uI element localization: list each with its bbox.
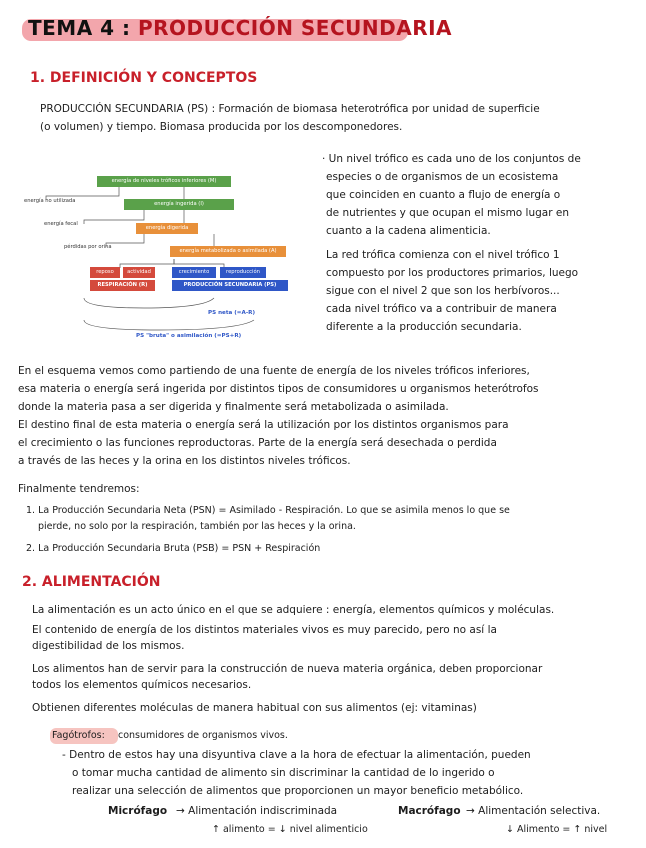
microfago-sub: ↑ alimento = ↓ nivel alimenticio	[212, 824, 368, 835]
explanation-line-6: a través de las heces y la orina en los distintos niveles tróficos.	[18, 455, 351, 467]
box-crecimiento: crecimiento	[172, 267, 216, 278]
alimentacion-line-3: digestibilidad de los mismos.	[32, 640, 185, 652]
box-metabolizada: energía metabolizada o asimilada (A)	[170, 246, 286, 257]
explanation-line-4: El destino final de esta materia o energía será la utilización por los distintos organismos para	[18, 419, 509, 431]
note-line-3: que coinciden en cuanto a flujo de energía o	[326, 189, 561, 201]
title-prefix: TEMA 4 :	[28, 16, 131, 40]
title-main: PRODUCCIÓN SECUNDARIA	[138, 16, 453, 40]
macrofago-sub: ↓ Alimento = ↑ nivel	[506, 824, 608, 835]
explanation-line-3: donde la materia pasa a ser digerida y finalmente será metabolizada o asimilada.	[18, 401, 449, 413]
box-actividad: actividad	[123, 267, 155, 278]
label-no-utilizada: energía no utilizada	[24, 198, 76, 204]
dash-line-2: o tomar mucha cantidad de alimento sin discriminar la cantidad de lo ingerido o	[72, 767, 495, 779]
alimentacion-line-1: La alimentación es un acto único en el que se adquiere : energía, elementos químicos y moléculas.	[32, 604, 555, 616]
note-line-6: La red trófica comienza con el nivel trófico 1	[326, 249, 560, 261]
note-line-2: especies o de organismos de un ecosistema	[326, 171, 559, 183]
item1-line-2: pierde, no solo por la respiración, también por las heces y la orina.	[38, 521, 356, 532]
page-title	[28, 16, 452, 40]
dash-line-1: - Dentro de estos hay una disyuntiva clave a la hora de efectuar la alimentación, pueden	[62, 749, 531, 761]
microfago-desc: → Alimentación indiscriminada	[176, 805, 338, 817]
energy-flow-diagram	[24, 170, 304, 350]
box-digerida: energía digerida	[136, 223, 198, 234]
box-ingerida: energía ingerida (I)	[124, 199, 234, 210]
label-orina: pérdidas por orina	[64, 244, 112, 250]
note-line-5: cuanto a la cadena alimenticia.	[326, 225, 491, 237]
explanation-line-5: el crecimiento o las funciones reproductoras. Parte de la energía será desechada o perdida	[18, 437, 497, 449]
note-line-7: compuesto por los productores primarios, luego	[326, 267, 579, 279]
section2-heading: 2. ALIMENTACIÓN	[22, 574, 161, 590]
fagotrofos-text: consumidores de organismos vivos.	[118, 730, 288, 741]
box-respiracion: RESPIRACIÓN (R)	[90, 280, 155, 291]
alimentacion-line-6: Obtienen diferentes moléculas de manera habitual con sus alimentos (ej: vitaminas)	[32, 702, 477, 714]
macrofago-desc: → Alimentación selectiva.	[466, 805, 601, 817]
explanation-line-2: esa materia o energía será ingerida por distintos tipos de consumidores u organismos heterótrofos	[18, 383, 539, 395]
section1-heading: 1. DEFINICIÓN Y CONCEPTOS	[30, 70, 258, 86]
label-ps-neta: PS neta (=A-R)	[208, 310, 256, 316]
dash-line-3: realizar una selección de alimentos que proporcionen un mayor beneficio metabólico.	[72, 785, 524, 797]
finalmente-text: Finalmente tendremos:	[18, 483, 140, 495]
box-reproduccion: reproducción	[220, 267, 266, 278]
note-line-4: de nutrientes y que ocupan el mismo lugar en	[326, 207, 569, 219]
note-line-10: diferente a la producción secundaria.	[326, 321, 522, 333]
item2-text: 2. La Producción Secundaria Bruta (PSB) = PSN + Respiración	[26, 543, 321, 554]
fagotrofos-label: Fagótrofos:	[52, 730, 105, 741]
note-line-1: · Un nivel trófico es cada uno de los conjuntos de	[322, 153, 581, 165]
label-fecal: energía fecal	[44, 221, 78, 227]
diagram-connectors	[24, 170, 304, 350]
note-line-9: cada nivel trófico va a contribuir de manera	[326, 303, 557, 315]
alimentacion-line-2: El contenido de energía de los distintos materiales vivos es muy parecido, pero no así la	[32, 624, 497, 636]
alimentacion-line-5: todos los elementos químicos necesarios.	[32, 679, 252, 691]
microfago-label: Micrófago	[108, 805, 168, 817]
explanation-line-1: En el esquema vemos como partiendo de una fuente de energía de los niveles tróficos inferiores,	[18, 365, 530, 377]
label-ps-bruta: PS "bruta" o asimilación (=PS+R)	[136, 333, 242, 339]
box-reposo: reposo	[90, 267, 120, 278]
alimentacion-line-4: Los alimentos han de servir para la construcción de nueva materia orgánica, deben proporcionar	[32, 663, 543, 675]
box-produccion-secundaria: PRODUCCIÓN SECUNDARIA (PS)	[172, 280, 288, 291]
macrofago-label: Macrófago	[398, 805, 461, 817]
item1-line-1: 1. La Producción Secundaria Neta (PSN) = Asimilado - Respiración. Lo que se asimila menos lo que se	[26, 505, 510, 516]
definition-line-1: PRODUCCIÓN SECUNDARIA (PS) : Formación de biomasa heterotrófica por unidad de superficie	[40, 103, 540, 115]
box-niveles-inferiores: energía de niveles tróficos inferiores (M)	[97, 176, 231, 187]
note-line-8: sigue con el nivel 2 que son los herbívoros...	[326, 285, 560, 297]
definition-line-2: (o volumen) y tiempo. Biomasa producida por los descomponedores.	[40, 121, 403, 133]
